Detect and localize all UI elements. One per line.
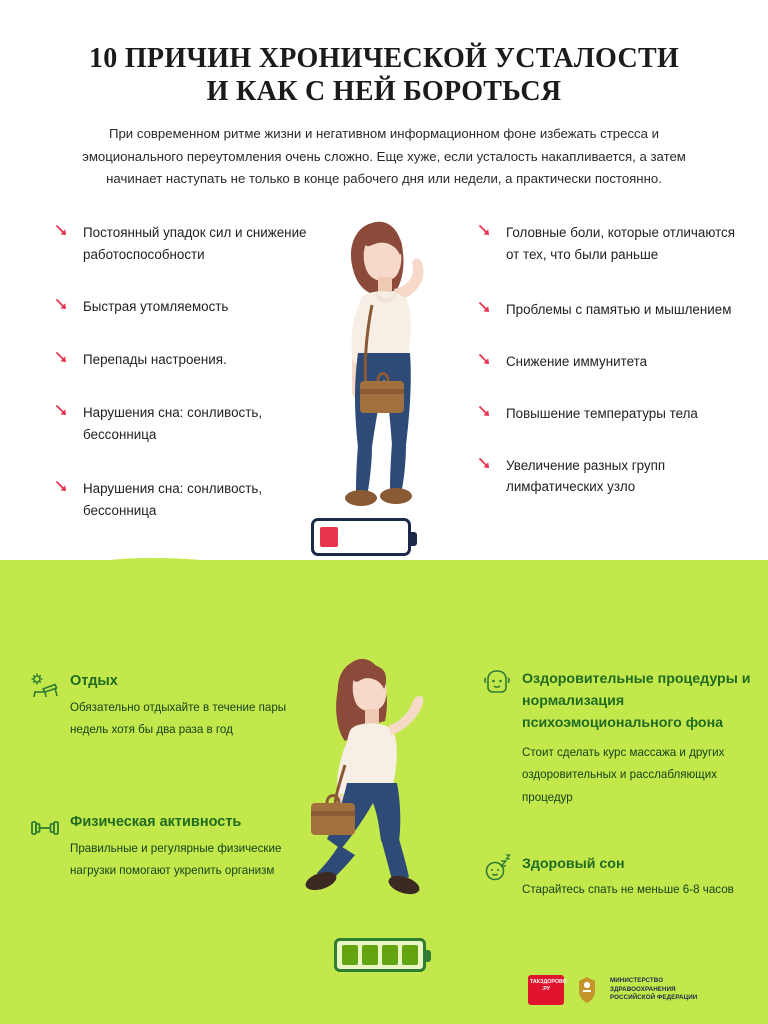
ministry-line-1: МИНИСТЕРСТВО <box>610 976 664 984</box>
tips-list-right <box>478 668 758 941</box>
list-item-title: Физическая активность <box>70 814 242 831</box>
battery-cell <box>342 945 358 965</box>
list-item <box>478 853 758 901</box>
title-line-1: 10 ПРИЧИН ХРОНИЧЕСКОЙ УСТАЛОСТИ <box>88 43 680 74</box>
list-item <box>55 478 325 521</box>
symptom-list-left <box>55 222 325 553</box>
walking-woman-illustration <box>293 645 478 915</box>
ministry-line-2: ЗДРАВООХРАНЕНИЯ <box>610 985 676 993</box>
list-item-title: Отдых <box>70 673 118 689</box>
footer-logos <box>528 975 697 1005</box>
list-item-text: Старайтесь спать не меньше 6-8 часов <box>522 882 734 896</box>
list-item-label: Головные боли, которые отличаются от тех, что были раньше <box>506 225 735 262</box>
green-curve-divider <box>0 546 768 626</box>
tired-woman-illustration <box>300 205 470 525</box>
arrow-down-right-icon <box>478 404 496 422</box>
list-item-text: Правильные и регулярные физические нагрузки помогают укрепить организм <box>70 842 282 878</box>
list-item <box>26 672 316 741</box>
list-item <box>26 813 316 882</box>
battery-cell <box>362 945 378 965</box>
list-item-label: Проблемы с памятью и мышлением <box>506 302 732 318</box>
list-item-label: Нарушения сна: сонливость, бессонница <box>83 404 263 442</box>
list-item <box>478 351 743 373</box>
sleep-zzz-icon <box>482 853 512 883</box>
intro-paragraph: При современном ритме жизни и негативном информационном фоне избежать стресса и эмоционального переутомления очень сложно. Еще хуже, если усталость накапливается, а затем начинает наступать не только в конце рабочего дня или недели, а практически постоянно. <box>82 126 686 187</box>
title-line-2: И КАК С НЕЙ БОРОТЬСЯ <box>206 76 562 108</box>
page-title <box>0 42 768 108</box>
list-item-label: Нарушения сна: сонливость, бессонница <box>83 481 263 518</box>
list-item <box>478 455 743 498</box>
list-item-label: Постоянный упадок сил и снижение работоспособности <box>83 225 307 262</box>
battery-cell <box>382 945 398 965</box>
list-item-text: Обязательно отдыхайте в течение пары недель хотя бы два раза в год <box>70 700 287 737</box>
arrow-down-right-icon <box>55 479 73 497</box>
sun-lounger-icon <box>30 672 60 702</box>
list-item-label: Перепады настроения. <box>83 352 227 368</box>
list-item <box>478 299 743 321</box>
ministry-line-3: РОССИЙСКОЙ ФЕДЕРАЦИИ <box>610 994 698 1002</box>
ministry-logo-text <box>610 977 697 1004</box>
massage-head-icon <box>482 668 512 698</box>
list-item-label: Увеличение разных групп лимфатических узло <box>506 457 666 495</box>
battery-cell <box>320 527 338 547</box>
arrow-down-right-icon <box>55 350 73 368</box>
list-item-label: Снижение иммунитета <box>506 354 648 370</box>
list-item <box>55 222 325 265</box>
list-item <box>55 349 325 371</box>
list-item-label: Повышение температуры тела <box>506 405 698 421</box>
russian-coat-of-arms-icon <box>574 975 600 1005</box>
dumbbell-icon <box>30 813 60 843</box>
arrow-down-right-icon <box>478 223 496 241</box>
list-item <box>55 296 325 318</box>
arrow-down-right-icon <box>478 300 496 318</box>
takzdorovo-logo: ТАКЗДОРОВО .РУ <box>528 975 564 1005</box>
list-item-title: Оздоровительные процедуры и нормализация психоэмоционального фона <box>522 671 751 731</box>
arrow-down-right-icon <box>478 352 496 370</box>
arrow-down-right-icon <box>55 297 73 315</box>
battery-full-icon <box>334 938 426 972</box>
battery-cell <box>402 945 418 965</box>
arrow-down-right-icon <box>478 456 496 474</box>
list-item <box>55 402 325 445</box>
list-item-title: Здоровый сон <box>522 855 625 872</box>
symptom-list-right <box>478 222 743 529</box>
list-item-text: Стоит сделать курс массажа и других оздоровительных и расслабляющих процедур <box>522 746 725 804</box>
tips-list-left <box>26 672 316 923</box>
list-item <box>478 668 758 809</box>
list-item <box>478 222 743 265</box>
arrow-down-right-icon <box>55 403 73 421</box>
list-item-label: Быстрая утомляемость <box>83 299 229 315</box>
list-item <box>478 403 743 425</box>
arrow-down-right-icon <box>55 223 73 241</box>
